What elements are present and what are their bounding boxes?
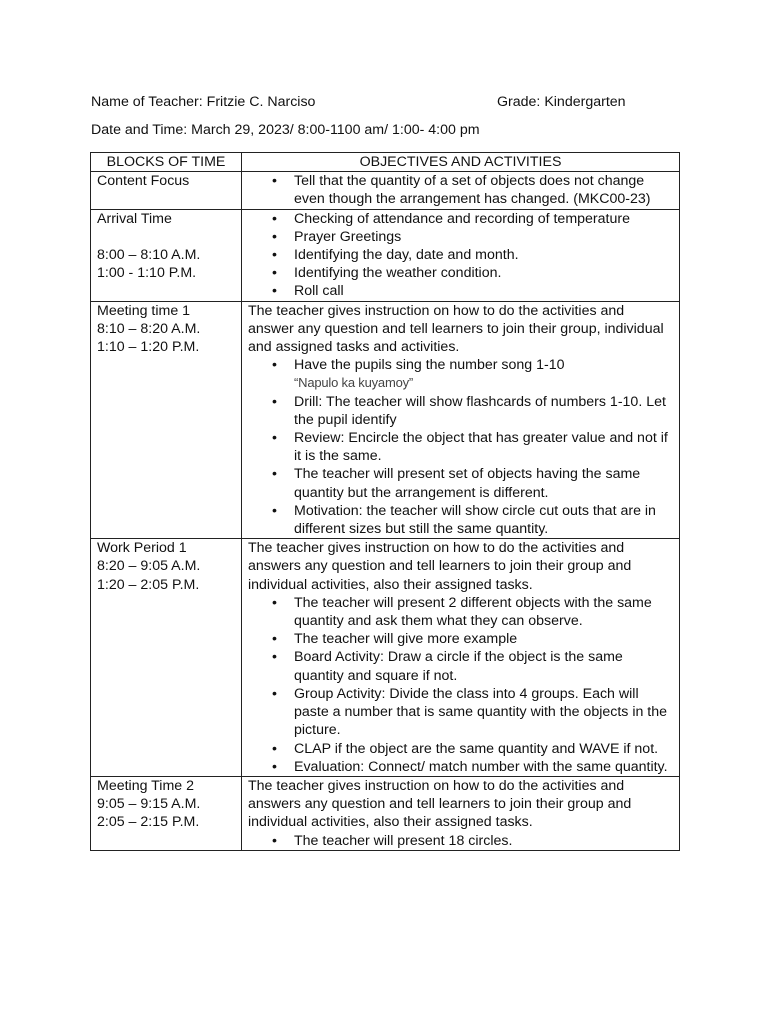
col-header-blocks-of-time: BLOCKS OF TIME — [91, 153, 242, 172]
instruction-text: The teacher gives instruction on how to do the activities and answers any question and tell learners to join their group and individual activities, also their assigned tasks. — [248, 540, 632, 593]
teacher-grade-line — [91, 94, 651, 111]
list-item: • Tell that the quantity of a set of objects does not change even though the arrangement has changed. (MKC00-23) — [248, 172, 673, 208]
grade-level: Grade: Kindergarten — [497, 94, 626, 110]
list-item: • The teacher will present set of objects having the same quantity but the arrangement is different. — [248, 465, 673, 501]
block-time-pm: 1:10 – 1:20 P.M. — [97, 339, 200, 356]
list-item-text: Have the pupils sing the number song 1-10 — [294, 357, 565, 374]
block-time-am: 8:20 – 9:05 A.M. — [97, 558, 201, 575]
instruction-text: The teacher gives instruction on how to do the activities and answers any question and tell learners to join their group and individual activities, also their assigned tasks. — [248, 777, 632, 831]
block-label: Meeting time 1 — [97, 302, 191, 319]
list-item: • CLAP if the object are the same quantity and WAVE if not. — [248, 740, 673, 758]
activity-list — [248, 172, 673, 208]
date-time-line: Date and Time: March 29, 2023/ 8:00-1100 am/ 1:00- 4:00 pm — [91, 122, 480, 138]
block-time-pm: 2:05 – 2:15 P.M. — [97, 814, 200, 831]
song-title: “Napulo ka kuyamoy” — [294, 375, 414, 391]
activities-cell — [242, 172, 680, 209]
block-time-pm: 1:00 - 1:10 P.M. — [97, 265, 197, 282]
activity-list — [248, 210, 673, 301]
activities-cell — [242, 209, 680, 301]
list-item: • Review: Encircle the object that has greater value and not if it is the same. — [248, 429, 673, 465]
block-label: Arrival Time — [97, 210, 172, 227]
table-row — [91, 539, 680, 777]
block-time-am: 8:00 – 8:10 A.M. — [97, 246, 201, 263]
table-row — [91, 172, 680, 209]
block-label: Meeting Time 2 — [97, 777, 194, 794]
table-header-row — [91, 153, 680, 172]
list-item: • Motivation: the teacher will show circle cut outs that are in different sizes but still the same quantity. — [248, 502, 673, 538]
block-cell — [91, 776, 242, 850]
list-item: • Board Activity: Draw a circle if the object is the same quantity and square if not. — [248, 648, 673, 684]
table-row — [91, 776, 680, 850]
list-item: • Identifying the day, date and month. — [248, 246, 673, 264]
list-item: • Roll call — [248, 282, 673, 300]
list-item: • Identifying the weather condition. — [248, 264, 673, 282]
list-item: • The teacher will present 2 different objects with the same quantity and ask them what they can observe. — [248, 594, 673, 630]
block-time-am: 9:05 – 9:15 A.M. — [97, 796, 201, 813]
block-cell — [91, 539, 242, 777]
activity-list — [248, 356, 673, 538]
list-item: • Evaluation: Connect/ match number with the same quantity. — [248, 758, 673, 776]
activity-list — [248, 832, 673, 850]
list-item: • Drill: The teacher will show flashcards of numbers 1-10. Let the pupil identify — [248, 393, 673, 429]
list-item: • The teacher will present 18 circles. — [248, 832, 673, 850]
table-row — [91, 209, 680, 301]
block-cell — [91, 209, 242, 301]
table-row — [91, 301, 680, 539]
block-cell — [91, 301, 242, 539]
block-label: Content Focus — [97, 173, 190, 190]
activities-cell — [242, 776, 680, 850]
activities-cell — [242, 539, 680, 777]
list-item: • Checking of attendance and recording of temperature — [248, 210, 673, 228]
teacher-name: Name of Teacher: Fritzie C. Narciso — [91, 94, 316, 110]
activities-cell — [242, 301, 680, 539]
instruction-text: The teacher gives instruction on how to do the activities and answer any question and tell learners to join their group, individual and assigned tasks and activities. — [248, 302, 664, 356]
activity-list — [248, 594, 673, 776]
list-item: • The teacher will give more example — [248, 630, 673, 648]
block-cell — [91, 172, 242, 209]
block-label: Work Period 1 — [97, 540, 187, 557]
list-item: • Prayer Greetings — [248, 228, 673, 246]
list-item — [248, 356, 673, 392]
lesson-plan-table — [90, 152, 680, 851]
block-time-am: 8:10 – 8:20 A.M. — [97, 320, 201, 337]
list-item: • Group Activity: Divide the class into 4 groups. Each will paste a number that is same quantity with the objects in the picture. — [248, 685, 673, 740]
block-time-pm: 1:20 – 2:05 P.M. — [97, 576, 200, 593]
col-header-objectives: OBJECTIVES AND ACTIVITIES — [242, 153, 680, 172]
